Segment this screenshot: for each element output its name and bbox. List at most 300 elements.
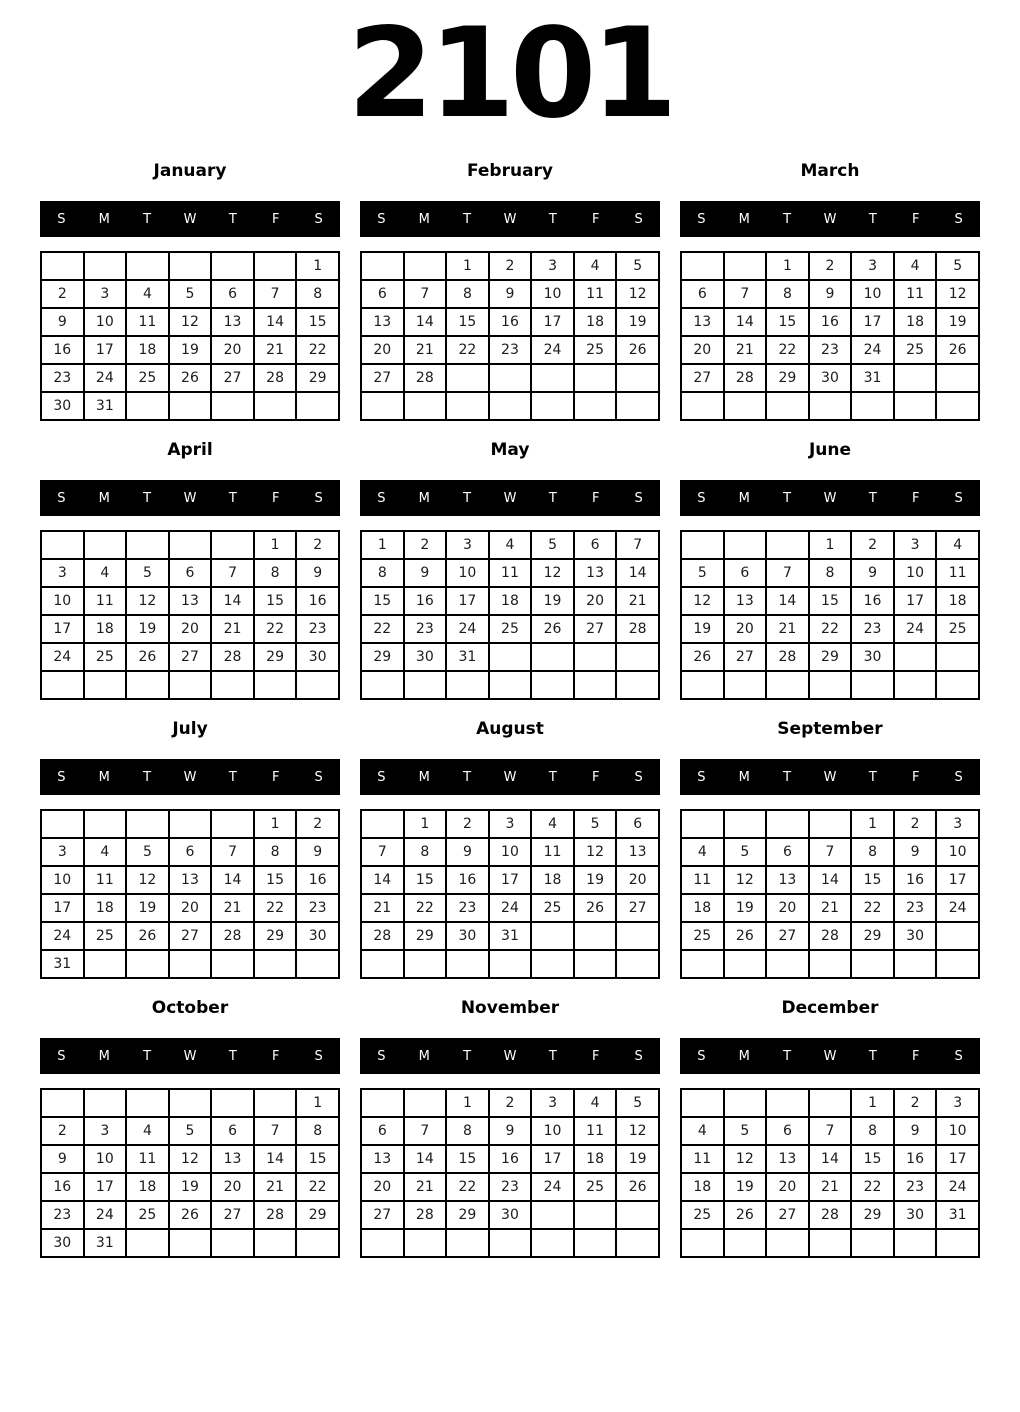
empty-day-cell xyxy=(489,643,532,671)
day-cell: 22 xyxy=(446,1173,489,1201)
day-cell: 28 xyxy=(404,364,447,392)
day-cell: 18 xyxy=(126,336,169,364)
week-row xyxy=(681,838,979,866)
day-cell: 4 xyxy=(489,531,532,559)
day-of-week-label: T xyxy=(868,490,877,506)
week-row xyxy=(361,643,659,671)
day-cell: 27 xyxy=(169,922,212,950)
empty-day-cell xyxy=(681,1229,724,1257)
day-cell: 8 xyxy=(296,280,339,308)
day-cell: 27 xyxy=(169,643,212,671)
empty-day-cell xyxy=(724,950,767,978)
empty-day-cell xyxy=(446,364,489,392)
day-cell: 30 xyxy=(894,922,937,950)
day-cell: 29 xyxy=(254,643,297,671)
empty-day-cell xyxy=(616,643,659,671)
empty-day-cell xyxy=(531,392,574,420)
day-cell: 20 xyxy=(574,587,617,615)
day-cell: 5 xyxy=(616,252,659,280)
week-row xyxy=(681,671,979,699)
day-cell: 29 xyxy=(851,922,894,950)
day-cell: 3 xyxy=(851,252,894,280)
day-cell: 26 xyxy=(574,894,617,922)
empty-day-cell xyxy=(211,531,254,559)
day-cell: 21 xyxy=(766,615,809,643)
day-cell: 26 xyxy=(724,1201,767,1229)
day-cell: 25 xyxy=(126,1201,169,1229)
day-cell: 21 xyxy=(404,336,447,364)
day-cell: 18 xyxy=(681,1173,724,1201)
day-cell: 2 xyxy=(894,1089,937,1117)
day-cell: 17 xyxy=(41,615,84,643)
month-block xyxy=(680,160,980,421)
day-cell: 18 xyxy=(936,587,979,615)
empty-day-cell xyxy=(809,950,852,978)
empty-day-cell xyxy=(766,671,809,699)
day-cell: 8 xyxy=(851,838,894,866)
empty-day-cell xyxy=(809,1089,852,1117)
day-cell: 13 xyxy=(169,587,212,615)
week-row xyxy=(681,1089,979,1117)
day-cell: 9 xyxy=(851,559,894,587)
day-cell: 7 xyxy=(724,280,767,308)
week-row xyxy=(681,922,979,950)
empty-day-cell xyxy=(766,810,809,838)
month-block xyxy=(360,718,660,979)
month-block xyxy=(40,439,340,700)
day-cell: 15 xyxy=(296,308,339,336)
day-cell: 9 xyxy=(446,838,489,866)
day-cell: 6 xyxy=(211,1117,254,1145)
day-of-week-label: T xyxy=(143,1048,152,1064)
empty-day-cell xyxy=(169,392,212,420)
empty-day-cell xyxy=(84,1089,127,1117)
month-title: November xyxy=(460,998,560,1018)
week-row xyxy=(681,280,979,308)
day-of-week-label: F xyxy=(271,211,280,227)
day-cell: 2 xyxy=(41,280,84,308)
empty-day-cell xyxy=(531,364,574,392)
empty-day-cell xyxy=(616,922,659,950)
day-of-week-label: M xyxy=(98,769,110,785)
day-cell: 14 xyxy=(404,1145,447,1173)
month-grid xyxy=(40,251,340,421)
empty-day-cell xyxy=(809,392,852,420)
empty-day-cell xyxy=(531,671,574,699)
empty-day-cell xyxy=(681,252,724,280)
day-cell: 25 xyxy=(681,1201,724,1229)
week-row xyxy=(361,1117,659,1145)
day-cell: 4 xyxy=(126,1117,169,1145)
empty-day-cell xyxy=(169,810,212,838)
week-row xyxy=(41,587,339,615)
empty-day-cell xyxy=(724,810,767,838)
day-cell: 24 xyxy=(936,1173,979,1201)
day-cell: 28 xyxy=(361,922,404,950)
day-of-week-label: F xyxy=(591,1048,600,1064)
day-cell: 3 xyxy=(936,810,979,838)
day-cell: 27 xyxy=(574,615,617,643)
day-cell: 27 xyxy=(211,1201,254,1229)
day-cell: 8 xyxy=(766,280,809,308)
day-cell: 8 xyxy=(851,1117,894,1145)
empty-day-cell xyxy=(254,1089,297,1117)
month-grid xyxy=(40,809,340,979)
day-cell: 24 xyxy=(41,922,84,950)
day-cell: 3 xyxy=(41,559,84,587)
day-cell: 3 xyxy=(446,531,489,559)
day-cell: 22 xyxy=(254,894,297,922)
week-row xyxy=(681,810,979,838)
empty-day-cell xyxy=(126,392,169,420)
day-cell: 17 xyxy=(84,336,127,364)
day-cell: 14 xyxy=(766,587,809,615)
empty-day-cell xyxy=(936,364,979,392)
day-cell: 14 xyxy=(404,308,447,336)
empty-day-cell xyxy=(766,392,809,420)
day-of-week-header xyxy=(680,759,980,795)
day-cell: 2 xyxy=(296,531,339,559)
day-cell: 29 xyxy=(404,922,447,950)
day-cell: 24 xyxy=(936,894,979,922)
empty-day-cell xyxy=(296,392,339,420)
empty-day-cell xyxy=(936,392,979,420)
day-cell: 24 xyxy=(531,1173,574,1201)
day-cell: 4 xyxy=(84,559,127,587)
day-cell: 9 xyxy=(41,1145,84,1173)
day-cell: 3 xyxy=(489,810,532,838)
day-cell: 30 xyxy=(404,643,447,671)
week-row xyxy=(41,364,339,392)
week-row xyxy=(361,950,659,978)
day-cell: 22 xyxy=(446,336,489,364)
day-cell: 16 xyxy=(296,866,339,894)
day-cell: 25 xyxy=(894,336,937,364)
day-cell: 22 xyxy=(809,615,852,643)
day-cell: 28 xyxy=(809,1201,852,1229)
day-cell: 18 xyxy=(126,1173,169,1201)
day-cell: 23 xyxy=(446,894,489,922)
week-row xyxy=(41,1145,339,1173)
day-of-week-label: M xyxy=(418,211,430,227)
empty-day-cell xyxy=(211,671,254,699)
empty-day-cell xyxy=(574,922,617,950)
empty-day-cell xyxy=(169,531,212,559)
day-cell: 3 xyxy=(531,252,574,280)
day-cell: 2 xyxy=(404,531,447,559)
day-cell: 25 xyxy=(681,922,724,950)
day-cell: 30 xyxy=(894,1201,937,1229)
day-cell: 16 xyxy=(446,866,489,894)
day-cell: 13 xyxy=(211,308,254,336)
day-of-week-label: T xyxy=(548,1048,557,1064)
day-cell: 17 xyxy=(851,308,894,336)
week-row xyxy=(361,280,659,308)
day-cell: 24 xyxy=(489,894,532,922)
empty-day-cell xyxy=(766,950,809,978)
week-row xyxy=(41,336,339,364)
day-cell: 4 xyxy=(574,252,617,280)
empty-day-cell xyxy=(446,392,489,420)
day-of-week-label: M xyxy=(98,211,110,227)
day-cell: 23 xyxy=(894,1173,937,1201)
day-of-week-label: T xyxy=(548,769,557,785)
day-cell: 24 xyxy=(84,364,127,392)
day-cell: 22 xyxy=(851,894,894,922)
empty-day-cell xyxy=(894,643,937,671)
day-cell: 31 xyxy=(84,392,127,420)
months-grid xyxy=(0,160,1020,1258)
week-row xyxy=(361,838,659,866)
week-row xyxy=(681,643,979,671)
day-cell: 3 xyxy=(936,1089,979,1117)
day-cell: 26 xyxy=(169,364,212,392)
day-cell: 20 xyxy=(169,615,212,643)
week-row xyxy=(361,922,659,950)
day-cell: 21 xyxy=(404,1173,447,1201)
day-cell: 7 xyxy=(211,559,254,587)
week-row xyxy=(361,671,659,699)
day-cell: 30 xyxy=(41,1229,84,1257)
day-of-week-label: T xyxy=(228,211,237,227)
day-cell: 19 xyxy=(681,615,724,643)
week-row xyxy=(681,252,979,280)
day-of-week-label: T xyxy=(228,769,237,785)
empty-day-cell xyxy=(41,531,84,559)
month-title: October xyxy=(151,998,229,1018)
day-cell: 3 xyxy=(41,838,84,866)
empty-day-cell xyxy=(616,671,659,699)
empty-day-cell xyxy=(766,1089,809,1117)
day-cell: 20 xyxy=(361,1173,404,1201)
day-cell: 14 xyxy=(361,866,404,894)
day-cell: 2 xyxy=(489,1089,532,1117)
day-cell: 9 xyxy=(489,1117,532,1145)
week-row xyxy=(681,392,979,420)
day-cell: 16 xyxy=(851,587,894,615)
day-cell: 29 xyxy=(446,1201,489,1229)
day-cell: 26 xyxy=(126,922,169,950)
empty-day-cell xyxy=(84,531,127,559)
empty-day-cell xyxy=(254,252,297,280)
day-cell: 4 xyxy=(84,838,127,866)
day-cell: 15 xyxy=(404,866,447,894)
day-cell: 25 xyxy=(489,615,532,643)
empty-day-cell xyxy=(531,1229,574,1257)
day-cell: 26 xyxy=(936,336,979,364)
day-cell: 5 xyxy=(616,1089,659,1117)
day-of-week-label: S xyxy=(697,1048,706,1064)
day-cell: 12 xyxy=(531,559,574,587)
day-cell: 16 xyxy=(41,336,84,364)
day-cell: 7 xyxy=(809,838,852,866)
empty-day-cell xyxy=(681,810,724,838)
month-title: January xyxy=(153,161,227,181)
day-of-week-label: S xyxy=(57,769,66,785)
day-cell: 17 xyxy=(936,1145,979,1173)
day-of-week-label: T xyxy=(463,490,472,506)
day-cell: 5 xyxy=(126,559,169,587)
empty-day-cell xyxy=(169,671,212,699)
day-cell: 10 xyxy=(84,1145,127,1173)
empty-day-cell xyxy=(894,671,937,699)
empty-day-cell xyxy=(574,643,617,671)
day-cell: 9 xyxy=(41,308,84,336)
day-cell: 28 xyxy=(211,922,254,950)
week-row xyxy=(41,643,339,671)
empty-day-cell xyxy=(446,1229,489,1257)
empty-day-cell xyxy=(126,1089,169,1117)
day-of-week-label: W xyxy=(183,490,197,506)
empty-day-cell xyxy=(936,922,979,950)
week-row xyxy=(361,308,659,336)
empty-day-cell xyxy=(126,950,169,978)
empty-day-cell xyxy=(84,950,127,978)
day-cell: 10 xyxy=(446,559,489,587)
day-cell: 2 xyxy=(446,810,489,838)
day-cell: 6 xyxy=(681,280,724,308)
day-cell: 16 xyxy=(894,866,937,894)
day-of-week-label: F xyxy=(271,1048,280,1064)
day-cell: 22 xyxy=(404,894,447,922)
week-row xyxy=(41,1117,339,1145)
day-cell: 18 xyxy=(531,866,574,894)
empty-day-cell xyxy=(936,950,979,978)
empty-day-cell xyxy=(41,1089,84,1117)
week-row xyxy=(41,1173,339,1201)
day-cell: 14 xyxy=(809,866,852,894)
week-row xyxy=(361,1229,659,1257)
day-of-week-label: S xyxy=(634,1048,643,1064)
day-cell: 7 xyxy=(809,1117,852,1145)
day-of-week-label: T xyxy=(228,1048,237,1064)
day-cell: 2 xyxy=(894,810,937,838)
day-cell: 29 xyxy=(254,922,297,950)
day-cell: 5 xyxy=(531,531,574,559)
empty-day-cell xyxy=(574,392,617,420)
day-cell: 30 xyxy=(296,643,339,671)
day-cell: 10 xyxy=(41,587,84,615)
day-cell: 25 xyxy=(84,643,127,671)
day-of-week-label: T xyxy=(783,490,792,506)
day-cell: 8 xyxy=(446,1117,489,1145)
day-cell: 6 xyxy=(211,280,254,308)
day-cell: 23 xyxy=(851,615,894,643)
week-row xyxy=(681,1145,979,1173)
day-of-week-label: F xyxy=(271,769,280,785)
day-cell: 11 xyxy=(126,1145,169,1173)
day-of-week-label: S xyxy=(954,490,963,506)
day-of-week-header xyxy=(680,1038,980,1074)
day-cell: 17 xyxy=(936,866,979,894)
empty-day-cell xyxy=(616,392,659,420)
week-row xyxy=(41,252,339,280)
day-cell: 4 xyxy=(531,810,574,838)
day-cell: 30 xyxy=(809,364,852,392)
day-of-week-label: S xyxy=(634,769,643,785)
day-cell: 23 xyxy=(894,894,937,922)
day-of-week-label: S xyxy=(57,211,66,227)
day-cell: 31 xyxy=(851,364,894,392)
day-cell: 29 xyxy=(809,643,852,671)
empty-day-cell xyxy=(851,950,894,978)
day-of-week-label: M xyxy=(418,769,430,785)
day-cell: 15 xyxy=(254,587,297,615)
empty-day-cell xyxy=(41,810,84,838)
day-cell: 19 xyxy=(126,615,169,643)
week-row xyxy=(361,252,659,280)
empty-day-cell xyxy=(851,392,894,420)
day-cell: 21 xyxy=(361,894,404,922)
day-cell: 2 xyxy=(851,531,894,559)
day-of-week-label: S xyxy=(314,769,323,785)
empty-day-cell xyxy=(724,392,767,420)
empty-day-cell xyxy=(126,810,169,838)
day-cell: 18 xyxy=(84,615,127,643)
day-cell: 1 xyxy=(851,810,894,838)
day-cell: 28 xyxy=(211,643,254,671)
empty-day-cell xyxy=(724,531,767,559)
day-cell: 31 xyxy=(41,950,84,978)
day-cell: 14 xyxy=(809,1145,852,1173)
empty-day-cell xyxy=(126,671,169,699)
month-grid xyxy=(360,1088,660,1258)
day-of-week-label: S xyxy=(377,769,386,785)
empty-day-cell xyxy=(531,1201,574,1229)
week-row xyxy=(361,531,659,559)
day-cell: 23 xyxy=(489,336,532,364)
month-block xyxy=(680,718,980,979)
day-cell: 26 xyxy=(126,643,169,671)
day-of-week-label: T xyxy=(143,490,152,506)
day-cell: 27 xyxy=(361,1201,404,1229)
week-row xyxy=(361,559,659,587)
day-cell: 21 xyxy=(211,894,254,922)
day-cell: 18 xyxy=(84,894,127,922)
week-row xyxy=(41,615,339,643)
day-cell: 9 xyxy=(894,1117,937,1145)
day-of-week-label: F xyxy=(591,490,600,506)
day-cell: 19 xyxy=(126,894,169,922)
day-cell: 3 xyxy=(531,1089,574,1117)
week-row xyxy=(681,1229,979,1257)
day-cell: 5 xyxy=(681,559,724,587)
empty-day-cell xyxy=(404,1089,447,1117)
day-cell: 27 xyxy=(361,364,404,392)
day-cell: 28 xyxy=(724,364,767,392)
week-row xyxy=(681,866,979,894)
empty-day-cell xyxy=(254,950,297,978)
day-cell: 27 xyxy=(724,643,767,671)
day-cell: 19 xyxy=(574,866,617,894)
day-cell: 24 xyxy=(894,615,937,643)
day-cell: 10 xyxy=(41,866,84,894)
week-row xyxy=(361,392,659,420)
day-of-week-label: W xyxy=(823,490,837,506)
empty-day-cell xyxy=(851,1229,894,1257)
empty-day-cell xyxy=(724,1089,767,1117)
day-cell: 8 xyxy=(296,1117,339,1145)
day-cell: 31 xyxy=(84,1229,127,1257)
day-cell: 13 xyxy=(211,1145,254,1173)
empty-day-cell xyxy=(936,1229,979,1257)
empty-day-cell xyxy=(809,810,852,838)
day-of-week-label: W xyxy=(823,1048,837,1064)
day-cell: 8 xyxy=(404,838,447,866)
empty-day-cell xyxy=(41,671,84,699)
week-row xyxy=(681,308,979,336)
empty-day-cell xyxy=(489,392,532,420)
